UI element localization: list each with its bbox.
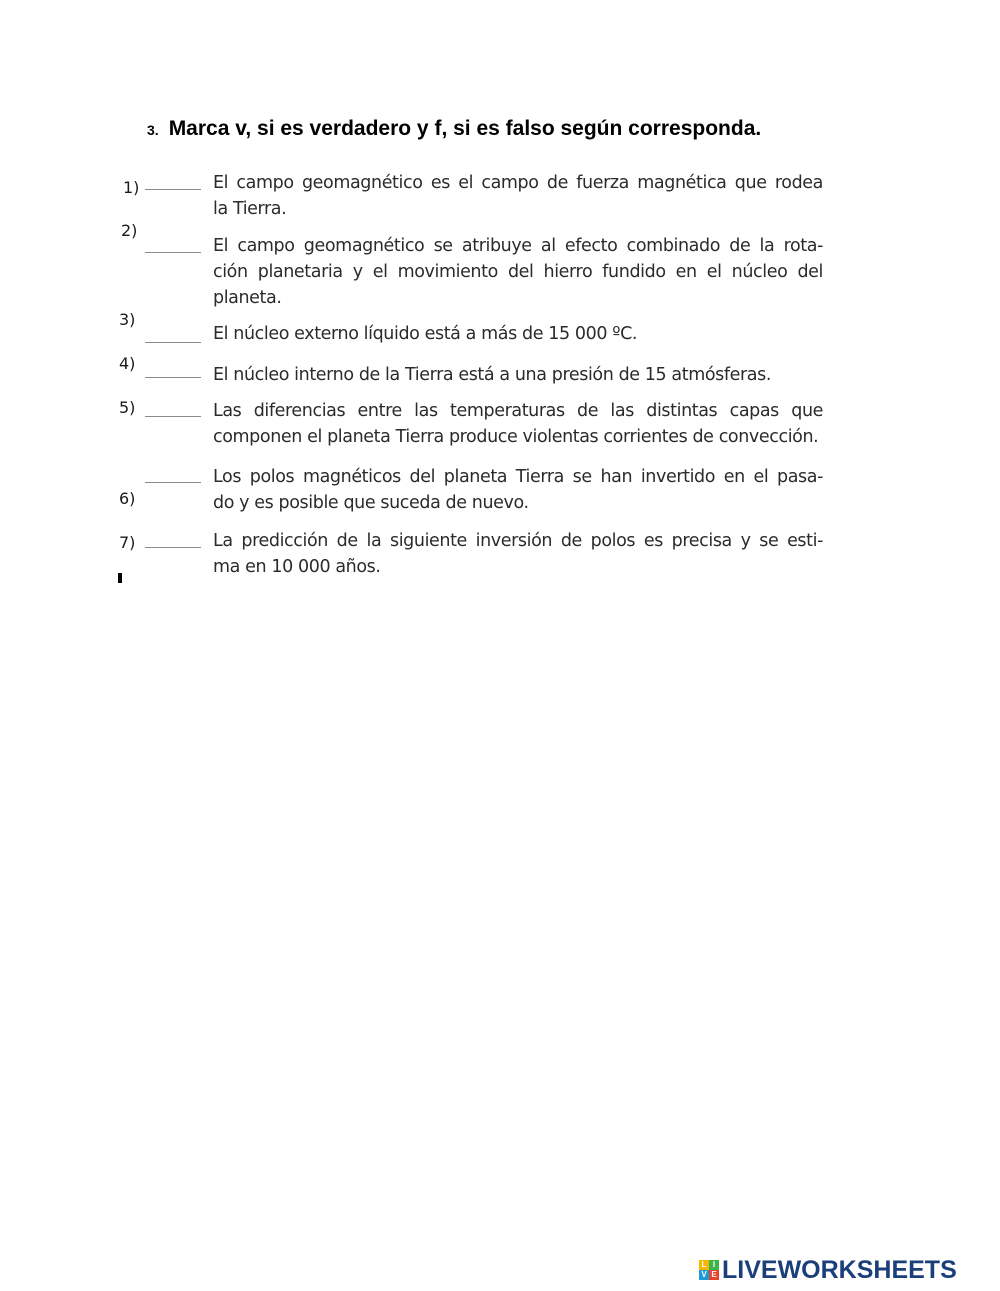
instruction-heading: [147, 117, 761, 141]
statement-line: La predicción de la siguiente inversión de polos es precisa y se esti-: [213, 531, 823, 551]
answer-blank-1[interactable]: [145, 189, 201, 190]
item-number-2: 2): [121, 221, 138, 240]
statement-line: do y es posible que suceda de nuevo.: [213, 493, 529, 513]
logo-icon-tile: I: [709, 1260, 719, 1270]
heading-number: 3.: [147, 122, 159, 138]
liveworksheets-logo-text: LIVEWORKSHEETS: [722, 1255, 957, 1284]
statement-6: [213, 464, 823, 516]
statement-line: El campo geomagnético se atribuye al efecto combinado de la rota-: [213, 236, 823, 256]
item-number-7: 7): [119, 533, 136, 552]
answer-blank-3[interactable]: [145, 342, 201, 343]
answer-blank-4[interactable]: [145, 377, 201, 378]
statement-line: ción planetaria y el movimiento del hierro fundido en el núcleo del: [213, 262, 823, 282]
statement-2: [213, 233, 823, 311]
statement-line: planeta.: [213, 288, 282, 308]
item-number-5: 5): [119, 398, 136, 417]
statement-line: El núcleo externo líquido está a más de 15 000 ºC.: [213, 324, 638, 344]
item-number-4: 4): [119, 354, 136, 373]
statement-line: El campo geomagnético es el campo de fuerza magnética que rodea: [213, 173, 823, 193]
statement-line: componen el planeta Tierra produce violentas corrientes de convección.: [213, 427, 819, 447]
statement-3: [213, 321, 823, 347]
logo-icon-tile: V: [699, 1270, 709, 1280]
item-number-3: 3): [119, 310, 136, 329]
logo-icon-tile: L: [699, 1260, 709, 1270]
statement-line: la Tierra.: [213, 199, 287, 219]
answer-blank-7[interactable]: [145, 547, 201, 548]
statement-4: [213, 362, 823, 388]
answer-blank-5[interactable]: [145, 416, 201, 417]
statement-line: El núcleo interno de la Tierra está a una presión de 15 atmósferas.: [213, 365, 772, 385]
heading-text: Marca v, si es verdadero y f, si es falso según corresponda.: [168, 117, 762, 140]
statement-5: [213, 398, 823, 450]
logo-icon-tile: E: [709, 1270, 719, 1280]
answer-blank-6[interactable]: [145, 482, 201, 483]
liveworksheets-logo-icon: [699, 1260, 719, 1280]
statement-line: Las diferencias entre las temperaturas de las distintas capas que: [213, 401, 823, 421]
statement-line: Los polos magnéticos del planeta Tierra se han invertido en el pasa-: [213, 467, 823, 487]
statement-7: [213, 528, 823, 580]
answer-blank-2[interactable]: [145, 252, 201, 253]
stray-mark: [118, 573, 122, 583]
statement-1: [213, 170, 823, 222]
item-number-1: 1): [123, 178, 140, 197]
statement-line: ma en 10 000 años.: [213, 557, 381, 577]
item-number-6: 6): [119, 489, 136, 508]
liveworksheets-logo: [699, 1257, 957, 1283]
